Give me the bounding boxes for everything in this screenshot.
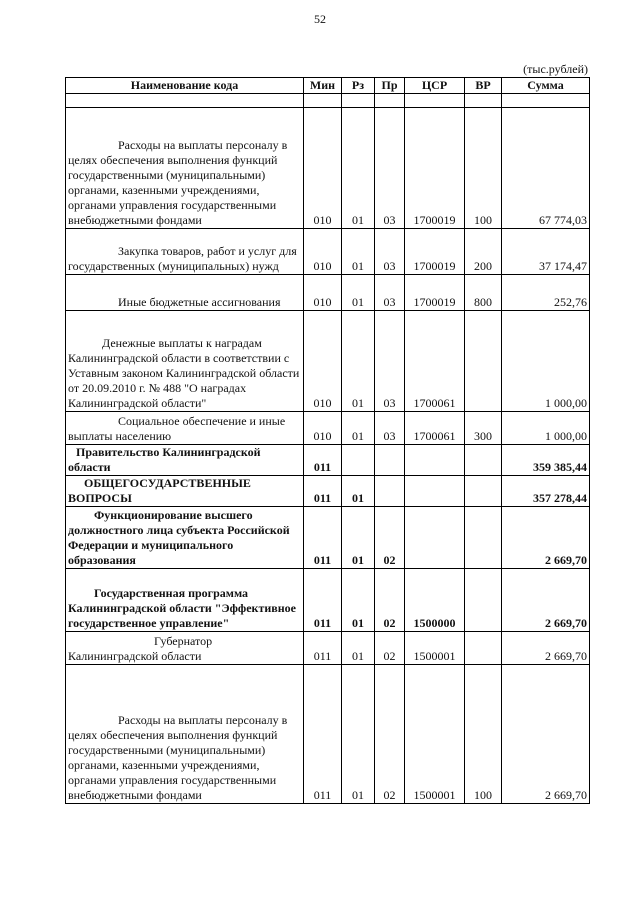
row-rz: 01: [342, 632, 375, 665]
row-vr: [465, 445, 502, 476]
row-csr: [405, 507, 465, 569]
row-vr: 100: [465, 108, 502, 229]
row-name: ОБЩЕГОСУДАРСТВЕННЫЕ ВОПРОСЫ: [66, 476, 304, 507]
row-pr: 02: [375, 569, 405, 632]
row-rz: 01: [342, 476, 375, 507]
row-pr: 02: [375, 632, 405, 665]
row-pr: [375, 476, 405, 507]
row-pr: 02: [375, 507, 405, 569]
table-row: [66, 412, 590, 445]
spacer-row: [66, 94, 590, 108]
row-vr: [465, 632, 502, 665]
row-min: 011: [304, 632, 342, 665]
row-pr: 03: [375, 229, 405, 275]
row-min: 011: [304, 569, 342, 632]
row-sum: 2 669,70: [502, 632, 590, 665]
row-min: 011: [304, 665, 342, 804]
row-csr: 1700019: [405, 108, 465, 229]
row-csr: 1700019: [405, 275, 465, 311]
row-vr: [465, 311, 502, 412]
header-csr: ЦСР: [405, 78, 465, 94]
row-sum: 1 000,00: [502, 311, 590, 412]
row-vr: 800: [465, 275, 502, 311]
row-pr: 03: [375, 275, 405, 311]
header-pr: Пр: [375, 78, 405, 94]
row-csr: 1700061: [405, 311, 465, 412]
row-name: Закупка товаров, работ и услуг для государственных (муниципальных) нужд: [66, 229, 304, 275]
row-rz: 01: [342, 229, 375, 275]
row-pr: 03: [375, 412, 405, 445]
row-csr: [405, 445, 465, 476]
table-row: [66, 311, 590, 412]
row-csr: 1500001: [405, 665, 465, 804]
row-min: 010: [304, 108, 342, 229]
row-sum: 2 669,70: [502, 507, 590, 569]
units-label: (тыс.рублей): [523, 62, 588, 76]
row-name: Расходы на выплаты персоналу в целях обеспечения выполнения функций государственными (муниципальными) органами, казенными учреждениями, органами управления государственными внебюджетными фондами: [66, 665, 304, 804]
table-row: [66, 229, 590, 275]
row-name: Расходы на выплаты персоналу в целях обеспечения выполнения функций государственными (муниципальными) органами, казенными учреждениями, органами управления государственными внебюджетными фондами: [66, 108, 304, 229]
row-csr: [405, 476, 465, 507]
row-rz: 01: [342, 665, 375, 804]
row-rz: 01: [342, 507, 375, 569]
row-vr: 300: [465, 412, 502, 445]
row-name: Функционирование высшего должностного лица субъекта Российской Федерации и муниципального образования: [66, 507, 304, 569]
table-row: [66, 108, 590, 229]
row-rz: 01: [342, 311, 375, 412]
row-csr: 1500001: [405, 632, 465, 665]
row-pr: 02: [375, 665, 405, 804]
row-csr: 1700061: [405, 412, 465, 445]
row-rz: [342, 445, 375, 476]
row-sum: 1 000,00: [502, 412, 590, 445]
row-vr: 200: [465, 229, 502, 275]
table-row: [66, 665, 590, 804]
header-rz: Рз: [342, 78, 375, 94]
row-vr: [465, 476, 502, 507]
budget-table: [65, 77, 590, 804]
row-min: 010: [304, 275, 342, 311]
row-min: 010: [304, 311, 342, 412]
table-row: [66, 476, 590, 507]
table-row: [66, 445, 590, 476]
row-name: Иные бюджетные ассигнования: [66, 275, 304, 311]
row-min: 010: [304, 412, 342, 445]
row-name: Правительство Калининградской области: [66, 445, 304, 476]
table-row: [66, 275, 590, 311]
row-sum: 2 669,70: [502, 665, 590, 804]
row-name: Государственная программа Калининградской области "Эффективное государственное управление": [66, 569, 304, 632]
row-min: 011: [304, 445, 342, 476]
table-row: [66, 632, 590, 665]
row-rz: 01: [342, 275, 375, 311]
row-sum: 359 385,44: [502, 445, 590, 476]
row-sum: 37 174,47: [502, 229, 590, 275]
header-vr: ВР: [465, 78, 502, 94]
header-sum: Сумма: [502, 78, 590, 94]
row-vr: [465, 507, 502, 569]
row-sum: 2 669,70: [502, 569, 590, 632]
row-min: 010: [304, 229, 342, 275]
page-number: 52: [314, 12, 326, 26]
row-sum: 67 774,03: [502, 108, 590, 229]
row-min: 011: [304, 507, 342, 569]
row-vr: [465, 569, 502, 632]
row-csr: 1500000: [405, 569, 465, 632]
row-rz: 01: [342, 412, 375, 445]
row-name: Губернатор Калининградской области: [66, 632, 304, 665]
row-vr: 100: [465, 665, 502, 804]
row-pr: 03: [375, 311, 405, 412]
row-name: Социальное обеспечение и иные выплаты населению: [66, 412, 304, 445]
row-pr: 03: [375, 108, 405, 229]
row-name: Денежные выплаты к наградам Калининградской области в соответствии с Уставным законом Калининградской области от 20.09.2010 г. № 488 "О наградах Калининградской области": [66, 311, 304, 412]
table-row: [66, 507, 590, 569]
row-sum: 252,76: [502, 275, 590, 311]
row-csr: 1700019: [405, 229, 465, 275]
row-sum: 357 278,44: [502, 476, 590, 507]
row-min: 011: [304, 476, 342, 507]
row-pr: [375, 445, 405, 476]
row-rz: 01: [342, 108, 375, 229]
table-header-row: [66, 78, 590, 94]
header-name: Наименование кода: [66, 78, 304, 94]
header-min: Мин: [304, 78, 342, 94]
row-rz: 01: [342, 569, 375, 632]
table-row: [66, 569, 590, 632]
